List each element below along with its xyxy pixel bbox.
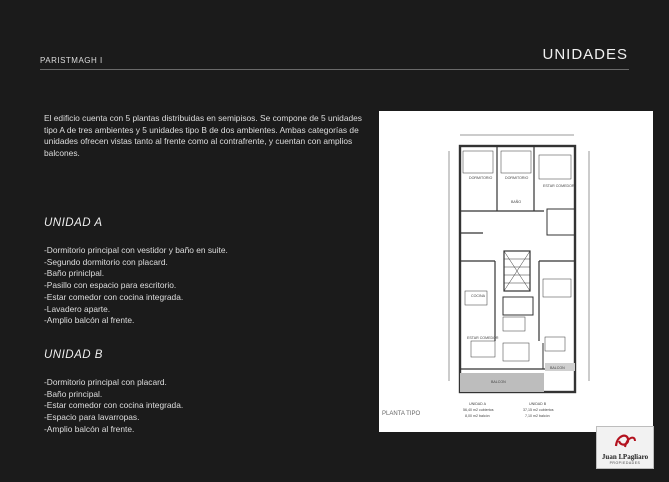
- list-item: -Estar comedor con cocina integrada.: [44, 400, 184, 411]
- company-logo: [596, 426, 654, 469]
- header-divider: [40, 69, 629, 70]
- unit-b-plan-label: UNIDAD B: [529, 402, 547, 406]
- unit-a-list: [44, 245, 228, 327]
- list-item: -Amplio balcón al frente.: [44, 423, 135, 434]
- floor-plan-drawing: [379, 111, 653, 432]
- unit-b-area: 37,15 m2 cubiertos: [523, 408, 554, 412]
- room-label: BALCON: [550, 366, 565, 370]
- plan-label: PLANTA TIPO: [382, 411, 421, 417]
- logo-mark-icon: [597, 427, 653, 453]
- unit-b-list: [44, 377, 183, 436]
- unit-a-balcony: 8,00 m2 balcón: [465, 414, 490, 418]
- list-item: -Baño principal.: [44, 388, 103, 399]
- list-item: -Segundo dormitorio con placard.: [44, 256, 168, 267]
- logo-subtitle: PROPIEDADES: [609, 461, 641, 465]
- list-item: -Estar comedor con cocina integrada.: [44, 291, 184, 302]
- unit-a-plan-label: UNIDAD A: [469, 402, 486, 406]
- unit-a-title: UNIDAD A: [44, 217, 103, 229]
- list-item: -Espacio para lavarropas.: [44, 412, 140, 423]
- list-item: -Lavadero aparte.: [44, 303, 111, 314]
- unit-b-title: UNIDAD B: [44, 349, 103, 361]
- list-item: -Amplio balcón al frente.: [44, 315, 135, 326]
- room-label: COCINA: [471, 294, 485, 298]
- list-item: -Pasillo con espacio para escritorio.: [44, 280, 177, 291]
- intro-text: El edificio cuenta con 5 plantas distribuidas en semipisos. Se compone de 5 unidades tipo A de tres ambientes y 5 unidades tipo B de dos ambientes. Ambas categorías de unidades ofrecen vistas tanto al frente como al contrafrente, y cuentan con amplios balcones.: [44, 113, 362, 159]
- header-name: PARISTMAGH I: [40, 56, 103, 65]
- unit-b-balcony: 7,10 m2 balcón: [525, 414, 550, 418]
- room-label: DORMITORIO: [469, 176, 493, 180]
- list-item: -Baño priniclpal.: [44, 268, 105, 279]
- unit-a-area: 56,40 m2 cubiertos: [463, 408, 494, 412]
- room-label: ESTAR COMEDOR: [467, 336, 499, 340]
- room-label: BAÑO: [511, 200, 522, 204]
- page-title: UNIDADES: [542, 46, 628, 63]
- room-label: DORMITORIO: [505, 176, 529, 180]
- logo-name: Juan I.Pagliaro: [601, 453, 649, 461]
- room-label: BALCON: [491, 380, 506, 384]
- list-item: -Dormitorio principal con placard.: [44, 377, 167, 387]
- room-label: ESTAR COMEDOR: [543, 184, 575, 188]
- list-item: -Dormitorio principal con vestidor y baño en suite.: [44, 245, 228, 255]
- floor-plan: [379, 111, 653, 432]
